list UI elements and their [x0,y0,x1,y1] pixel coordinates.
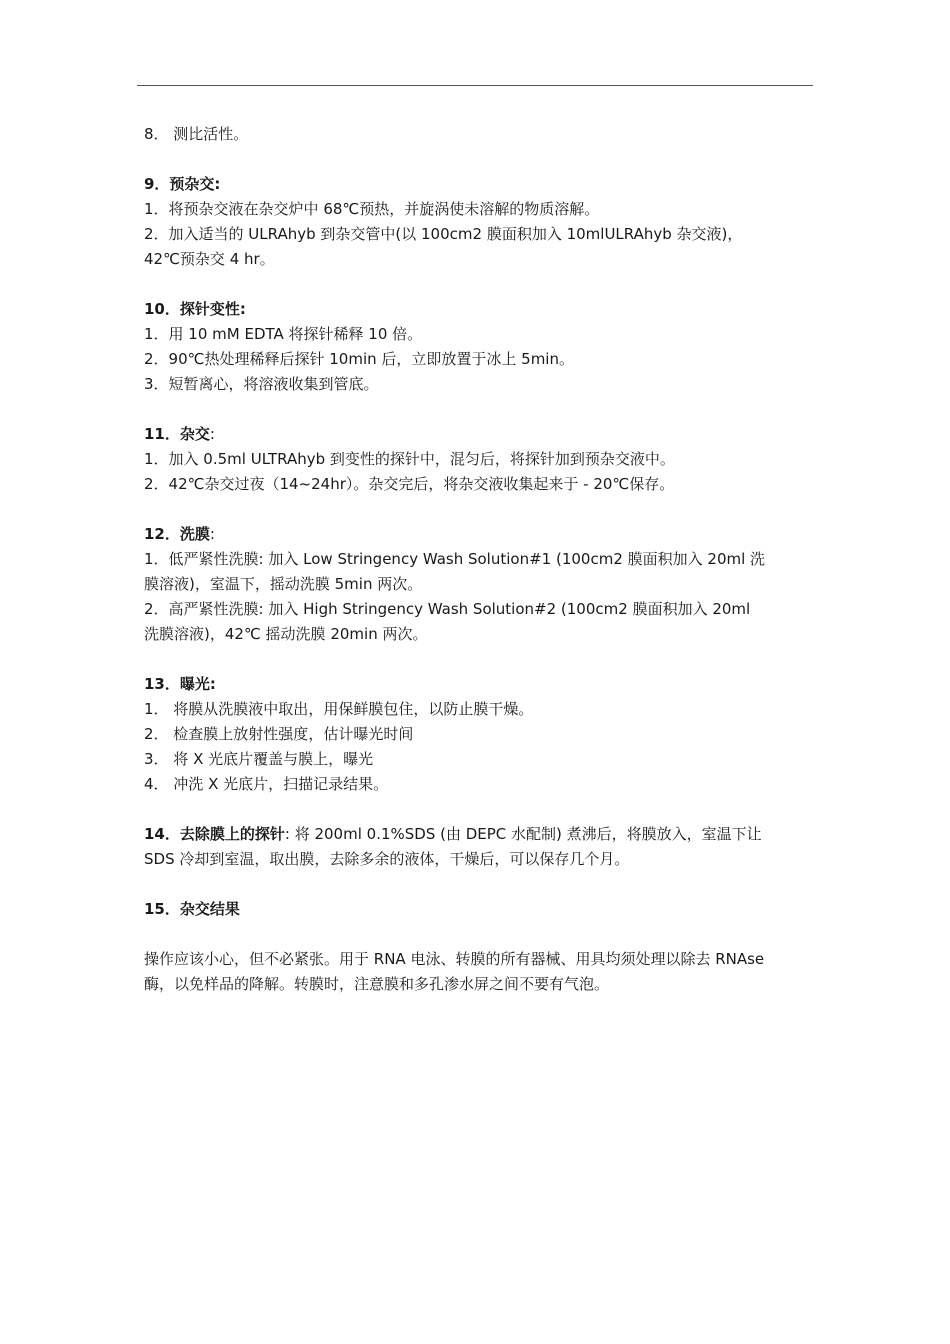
section-13-item: 1． 将膜从洗膜液中取出，用保鲜膜包住，以防止膜干燥。 [144,700,534,718]
section-15-heading: 15．杂交结果 [144,900,240,918]
step-8-line: 8． 测比活性。 [144,125,249,143]
section-11-colon: : [209,425,215,443]
section-14-line-1 [144,822,812,847]
document-body [144,122,812,997]
section-10-item: 3．短暂离心，将溶液收集到管底。 [144,375,379,393]
section-13-item: 2． 检查膜上放射性强度，估计曝光时间 [144,725,414,743]
section-10-item: 1．用 10 mM EDTA 将探针稀释 10 倍。 [144,325,423,343]
section-12-item: 膜溶液)，室温下，摇动洗膜 5min 两次。 [144,575,423,593]
section-12-item: 2．高严紧性洗膜: 加入 High Stringency Wash Solution#2 (100cm2 膜面积加入 20ml [144,600,751,618]
section-10-heading: 10．探针变性: [144,300,246,318]
section-12-item: 洗膜溶液)，42℃ 摇动洗膜 20min 两次。 [144,625,428,643]
section-9-heading: 9．预杂交: [144,175,221,193]
section-14-heading: 14．去除膜上的探针 [144,825,285,843]
section-14-text: : 将 200ml 0.1%SDS (由 DEPC 水配制) 煮沸后，将膜放入，室温下让 [284,825,762,843]
header-rule [137,85,813,86]
section-11-item: 2．42℃杂交过夜（14~24hr）。杂交完后，将杂交液收集起来于 - 20℃保存。 [144,475,675,493]
section-12-item: 1．低严紧性洗膜: 加入 Low Stringency Wash Solution#1 (100cm2 膜面积加入 20ml 洗 [144,550,766,568]
section-12-heading: 12．洗膜 [144,525,210,543]
section-9-item: 42℃预杂交 4 hr。 [144,250,275,268]
section-9-item: 1．将预杂交液在杂交炉中 68℃预热，并旋涡使未溶解的物质溶解。 [144,200,600,218]
section-13-item: 4． 冲洗 X 光底片，扫描记录结果。 [144,775,389,793]
section-11-heading-line [144,422,812,447]
section-11-heading: 11．杂交 [144,425,210,443]
section-14-line-2: SDS 冷却到室温，取出膜，去除多余的液体，干燥后，可以保存几个月。 [144,850,630,868]
notes-line-1: 操作应该小心，但不必紧张。用于 RNA 电泳、转膜的所有器械、用具均须处理以除去 RNAse [144,950,765,968]
section-11-item: 1．加入 0.5ml ULTRAhyb 到变性的探针中，混匀后，将探针加到预杂交液中。 [144,450,675,468]
section-13-heading: 13．曝光: [144,675,216,693]
section-12-heading-line [144,522,812,547]
section-9-item: 2．加入适当的 ULRAhyb 到杂交管中(以 100cm2 膜面积加入 10mlULRAhyb 杂交液)， [144,225,743,243]
section-12-colon: : [209,525,215,543]
notes-line-2: 酶，以免样品的降解。转膜时，注意膜和多孔渗水屏之间不要有气泡。 [144,975,610,993]
section-10-item: 2．90℃热处理稀释后探针 10min 后，立即放置于冰上 5min。 [144,350,574,368]
section-13-item: 3． 将 X 光底片覆盖与膜上，曝光 [144,750,374,768]
